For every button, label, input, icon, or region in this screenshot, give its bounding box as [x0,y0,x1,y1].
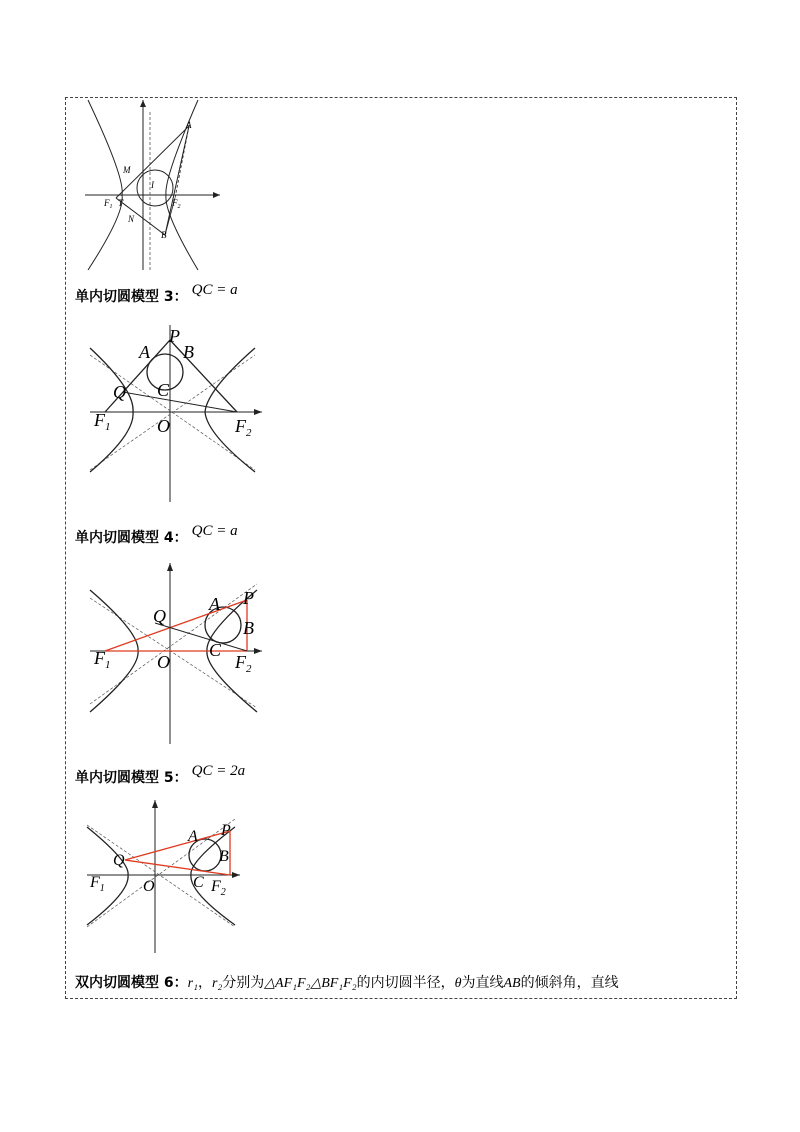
m5-label-C: C [193,874,204,891]
m4-label-F2: $F_2$ [235,652,252,675]
model-6-r2: r₂ [211,976,223,991]
m4-label-O: O [157,652,170,672]
m4-label-Q: Q [153,606,166,626]
m4-label-A: A [209,594,220,614]
model-3-title: 单内切圆模型 3： [75,289,188,305]
fig1-label-T: T [118,198,124,208]
model-6-comma: ， [197,975,212,991]
m5-label-A: A [188,828,198,845]
m3-label-O: O [157,416,170,436]
fig1-label-N: N [128,214,135,224]
m5-label-Q: Q [113,852,125,869]
model-4-formula: QC = a [191,523,238,539]
model-6-text-3: 为直线 [461,975,504,991]
fig1-label-B: B [161,230,167,240]
m5-label-B: B [219,848,229,865]
m3-label-B: B [183,342,194,362]
fig1-label-I: I [151,180,154,190]
model-5-formula: QC = 2a [191,763,246,779]
m4-label-B: B [243,618,254,638]
model-6-theta: θ [454,976,462,991]
fig1-label-A: A [186,120,192,130]
model-5-caption [75,763,246,787]
model-5-title: 单内切圆模型 5： [75,770,188,786]
fig1-label-F1: $F_1$ [104,198,113,210]
model-3-caption [75,282,238,306]
figure-model-5 [85,797,245,957]
m4-label-C: C [209,640,222,660]
fig1-label-F2: $F_2$ [172,198,181,210]
model-6-r1: r₁ [187,976,198,991]
model-6-text-4: 的倾斜角，直线 [520,975,619,991]
fig1-label-M: M [123,165,131,175]
model-6-ab: AB [503,976,521,991]
m3-label-Q: Q [113,382,126,402]
model-4-title: 单内切圆模型 4： [75,530,188,546]
figure-model-4 [85,558,265,748]
model-6-triangle-1: △AF₁F₂ [264,976,311,991]
model-6-caption [75,972,619,992]
m4-label-F1: $F_1$ [94,648,111,671]
m5-label-F1: $F_1$ [90,874,105,894]
model-3-formula: QC = a [191,282,238,298]
m5-label-F2: $F_2$ [211,878,226,898]
model-6-triangle-2: △BF₁F₂ [310,976,357,991]
m3-label-C: C [157,380,170,400]
model-4-caption [75,523,238,547]
figure-model-3 [85,320,265,505]
m3-label-P: P [169,326,180,346]
m3-label-F2: $F_2$ [235,416,252,439]
m3-label-A: A [139,342,150,362]
m3-label-F1: $F_1$ [94,410,111,433]
figure-1-hyperbola-incircle [80,98,230,273]
model-6-text-2: 的内切圆半径， [356,975,455,991]
m5-label-P: P [221,822,231,839]
model-6-text-1: 分别为 [222,975,265,991]
m4-label-P: P [243,588,254,608]
m5-label-O: O [143,878,155,895]
model-6-title: 双内切圆模型 6： [75,975,188,991]
